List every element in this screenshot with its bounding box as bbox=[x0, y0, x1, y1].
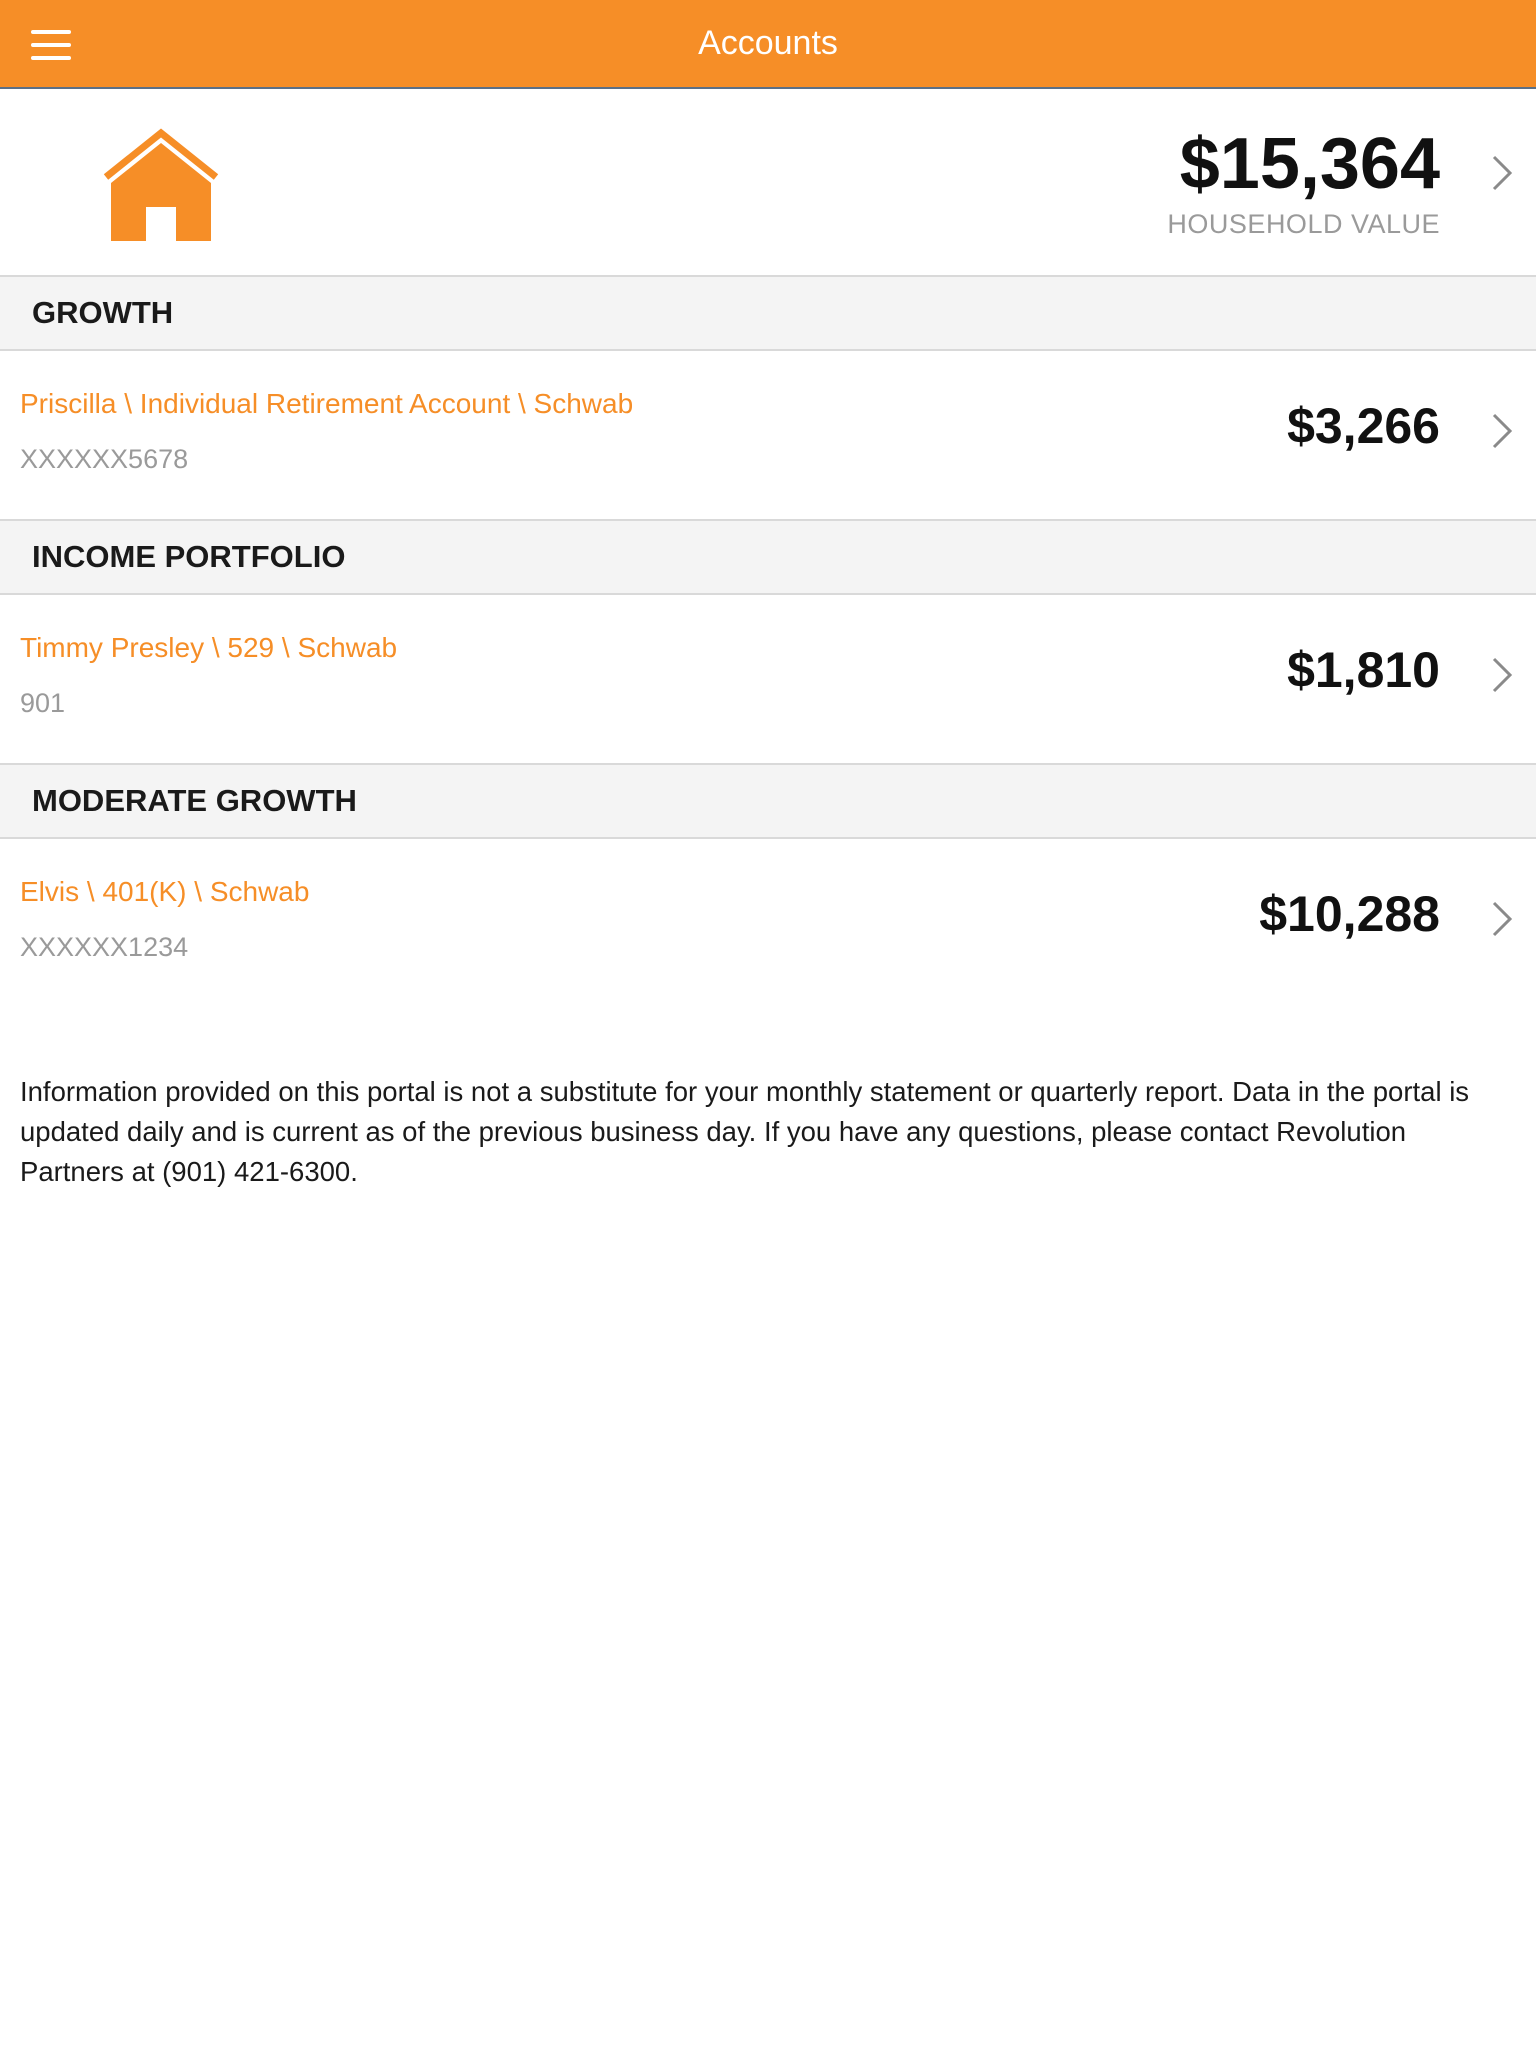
disclaimer-text: Information provided on this portal is not a substitute for your monthly statement or quarterly report. Data in the portal is updated daily and is current as of the previous business day. If you have any questions, please contact Revolution Partners at (901) 421-6300. bbox=[20, 1076, 1470, 1187]
account-row[interactable] bbox=[0, 595, 1536, 765]
section-header-growth bbox=[0, 277, 1536, 351]
page-title: Accounts bbox=[698, 24, 838, 62]
account-number: XXXXXX1234 bbox=[20, 932, 189, 962]
chevron-right-icon bbox=[1490, 411, 1516, 451]
account-number: 901 bbox=[20, 688, 66, 718]
chevron-right-icon bbox=[1490, 153, 1516, 193]
account-name-link[interactable]: Elvis \ 401(K) \ Schwab bbox=[20, 876, 310, 907]
chevron-right-icon bbox=[1490, 655, 1516, 695]
account-number: XXXXXX5678 bbox=[20, 444, 189, 474]
house-icon bbox=[102, 125, 220, 241]
section-title: INCOME PORTFOLIO bbox=[32, 539, 346, 574]
account-row[interactable] bbox=[0, 839, 1536, 1007]
account-name-link[interactable]: Priscilla \ Individual Retirement Account \ Schwab bbox=[20, 388, 634, 419]
account-name-link[interactable]: Timmy Presley \ 529 \ Schwab bbox=[20, 632, 398, 663]
household-summary-row[interactable] bbox=[0, 89, 1536, 277]
section-header-moderate-growth bbox=[0, 765, 1536, 839]
chevron-right-icon bbox=[1490, 899, 1516, 939]
account-row[interactable] bbox=[0, 351, 1536, 521]
top-navigation-bar bbox=[0, 0, 1536, 89]
household-value-label: HOUSEHOLD VALUE bbox=[1167, 209, 1440, 239]
section-title: MODERATE GROWTH bbox=[32, 783, 357, 818]
account-value: $3,266 bbox=[1287, 398, 1440, 454]
section-header-income-portfolio bbox=[0, 521, 1536, 595]
section-title: GROWTH bbox=[32, 295, 174, 330]
household-value: $15,364 bbox=[1179, 124, 1440, 204]
account-value: $1,810 bbox=[1287, 642, 1440, 698]
account-value: $10,288 bbox=[1259, 886, 1440, 942]
